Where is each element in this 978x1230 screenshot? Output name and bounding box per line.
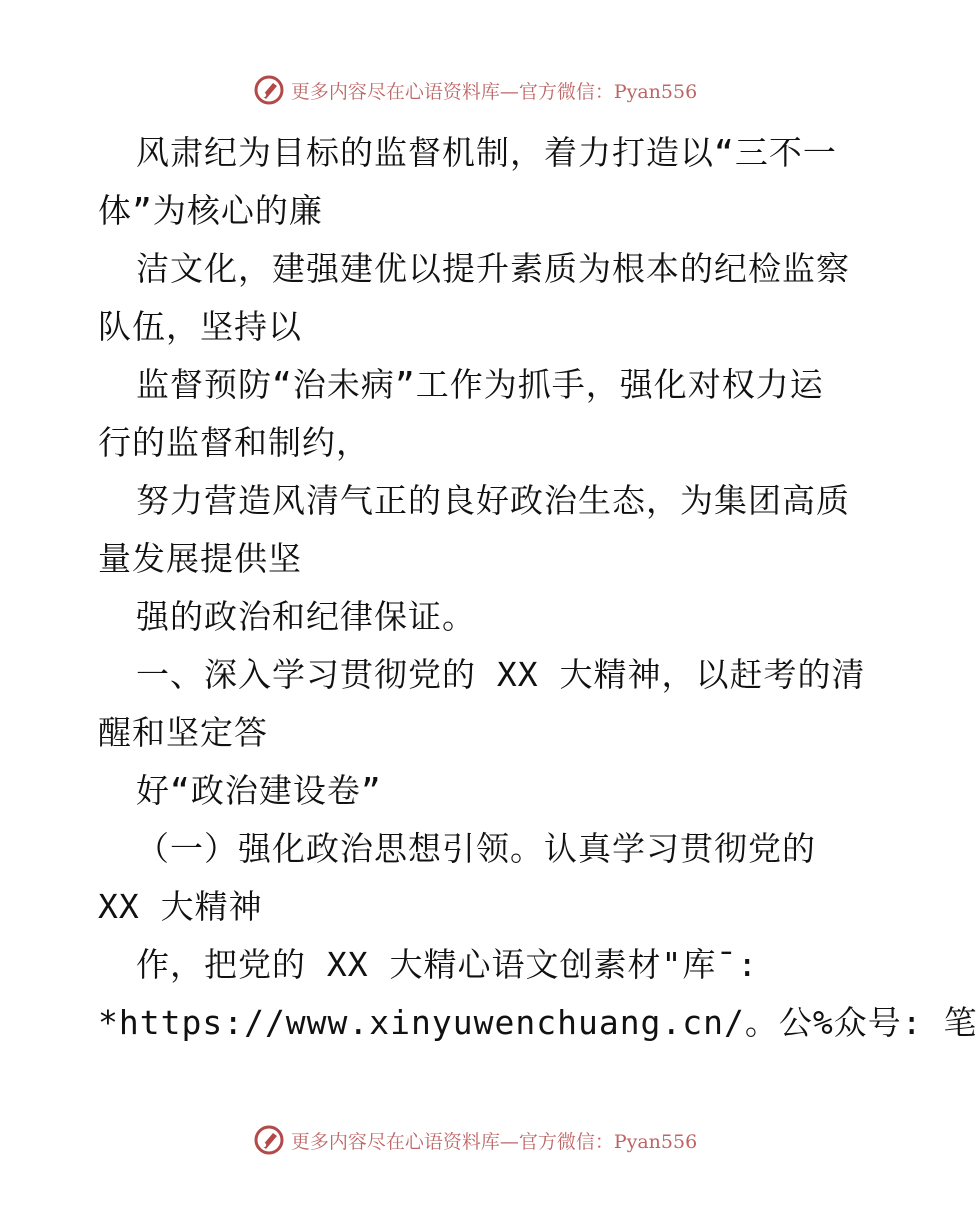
header-watermark-banner	[0, 70, 950, 110]
writing-logo-icon	[253, 74, 285, 106]
body-line: 量发展提供坚	[98, 539, 302, 578]
body-line: 队伍，坚持以	[98, 307, 302, 346]
subsection-heading-line: （一）强化政治思想引领。认真学习贯彻党的	[136, 829, 816, 868]
body-line: 努力营造风清气正的良好政治生态，为集团高质	[136, 481, 850, 520]
body-line: 风肃纪为目标的监督机制，着力打造以“三不一	[136, 133, 837, 172]
writing-logo-icon	[253, 1124, 285, 1156]
body-line: 作，把党的 XX 大精心语文创素材"库¯:	[136, 945, 759, 984]
body-line: XX 大精神	[98, 887, 263, 926]
body-line: 行的监督和制约，	[98, 423, 370, 462]
section-heading-line: 一、深入学习贯彻党的 XX 大精神，以赶考的清	[136, 655, 866, 694]
footer-watermark-banner	[0, 1120, 950, 1160]
body-line: 洁文化，建强建优以提升素质为根本的纪检监察	[136, 249, 850, 288]
body-line: *https://www.xinyuwenchuang.cn/。公%众号: 笔	[98, 1003, 978, 1042]
body-line: 监督预防“治未病”工作为抓手，强化对权力运	[136, 365, 824, 404]
section-heading-line: 好“政治建设卷”	[136, 771, 382, 810]
document-body	[98, 124, 978, 1052]
header-banner-text: 更多内容尽在心语资料库—官方微信：Pyan556	[290, 80, 698, 103]
body-line: 体”为核心的廉	[98, 191, 323, 230]
body-line: 强的政治和纪律保证。	[136, 597, 476, 636]
section-heading-line: 醒和坚定答	[98, 713, 268, 752]
footer-banner-text: 更多内容尽在心语资料库—官方微信：Pyan556	[290, 1130, 698, 1153]
